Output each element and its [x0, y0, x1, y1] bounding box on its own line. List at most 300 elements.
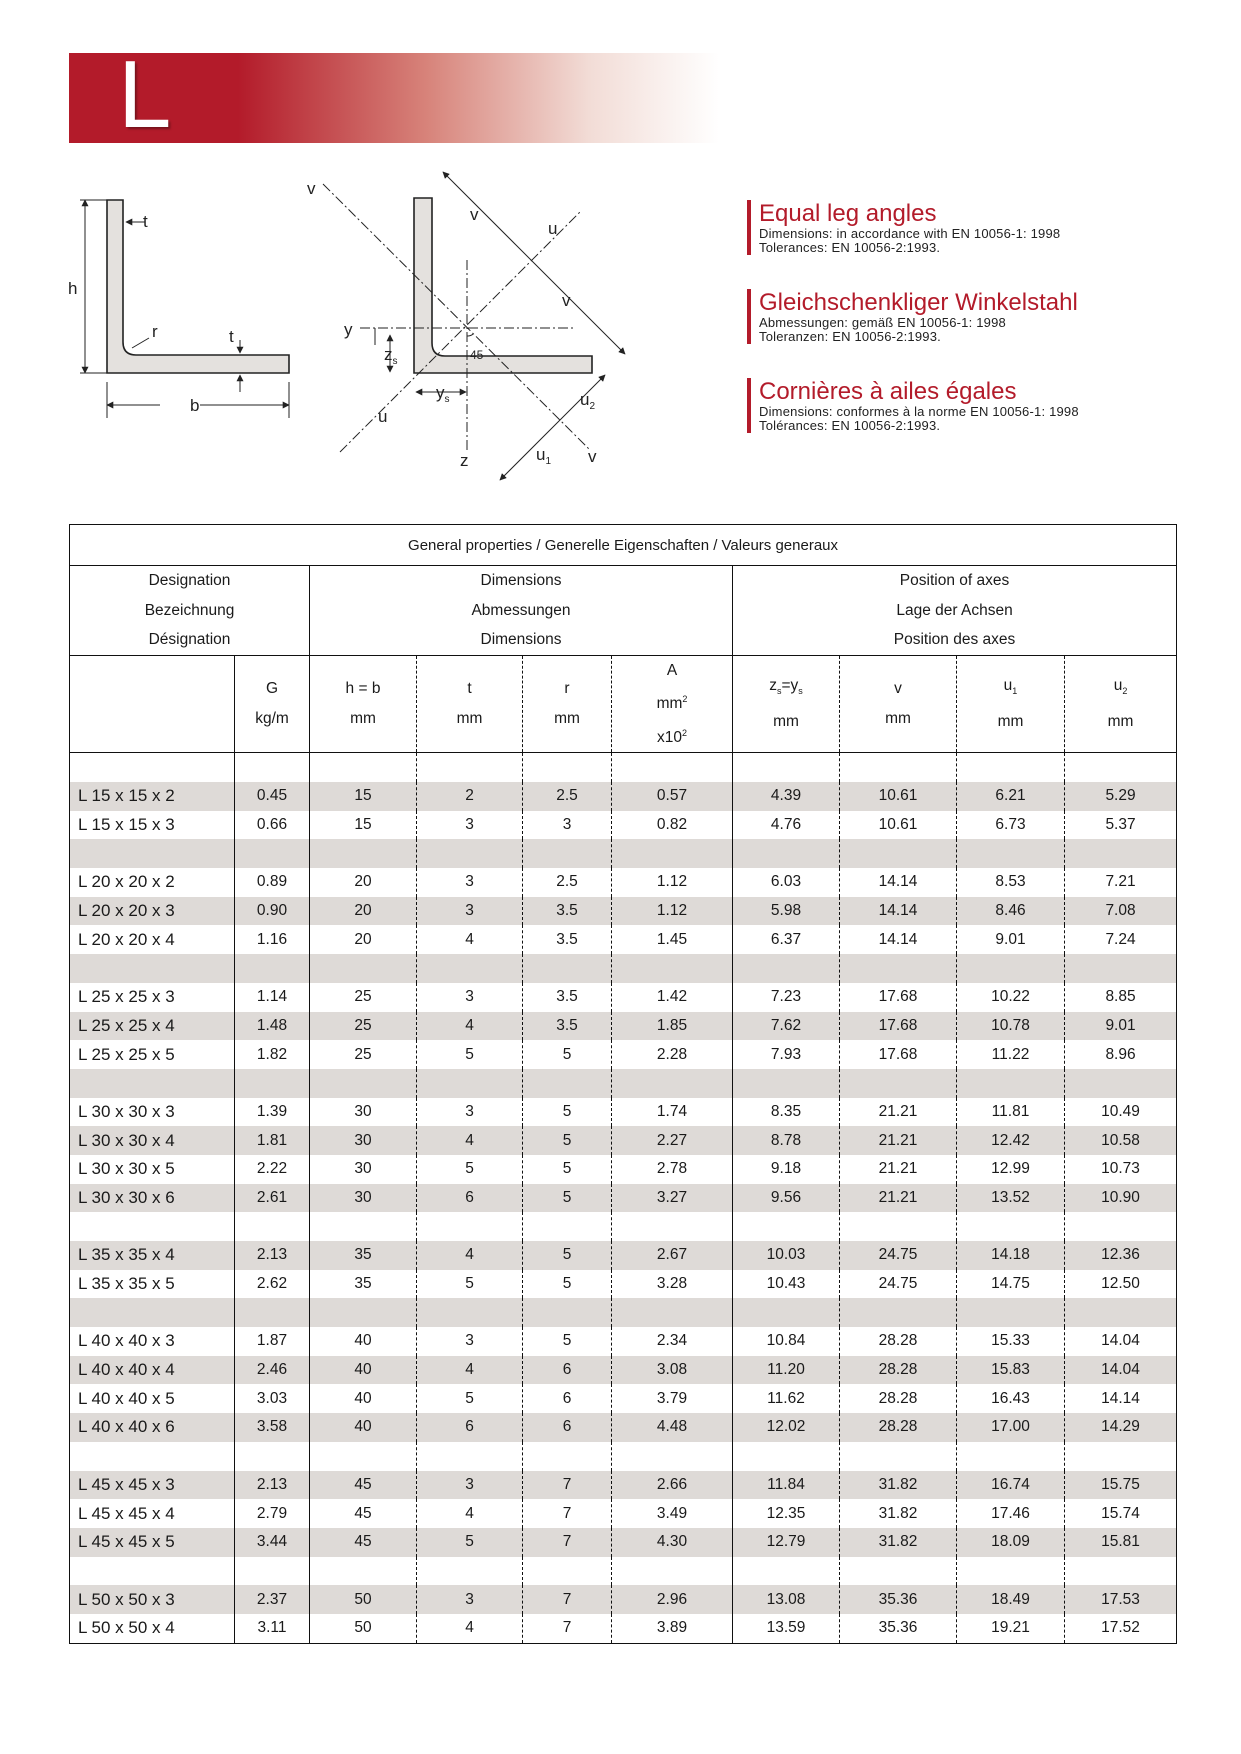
value-cell: 31.82: [840, 1499, 957, 1528]
value-cell: 14.29: [1065, 1413, 1177, 1442]
spacer-row: [70, 1298, 1177, 1327]
value-cell: 5: [417, 1270, 523, 1299]
value-cell: 14.04: [1065, 1356, 1177, 1385]
value-cell: 3: [417, 983, 523, 1012]
value-cell: 40: [310, 1356, 417, 1385]
value-cell: 50: [310, 1614, 417, 1643]
value-cell: 9.56: [733, 1184, 840, 1213]
value-cell: 35.36: [840, 1585, 957, 1614]
value-cell: 40: [310, 1384, 417, 1413]
value-cell: 4.48: [612, 1413, 733, 1442]
value-cell: 28.28: [840, 1327, 957, 1356]
col-header-v: v mm: [840, 655, 957, 753]
value-cell: 35: [310, 1241, 417, 1270]
value-cell: 2.34: [612, 1327, 733, 1356]
value-cell: 14.14: [840, 897, 957, 926]
angle-diagram: [60, 160, 660, 505]
value-cell: 6.21: [957, 782, 1065, 811]
value-cell: 0.90: [235, 897, 310, 926]
dimensions-french: Dimensions: conformes à la norme EN 10056-1: 1998: [759, 404, 1079, 419]
value-cell: 1.39: [235, 1098, 310, 1127]
value-cell: 5: [523, 1327, 612, 1356]
value-cell: 9.18: [733, 1155, 840, 1184]
title-block-english: [747, 200, 1207, 255]
value-cell: 14.18: [957, 1241, 1065, 1270]
value-cell: 0.82: [612, 811, 733, 840]
value-cell: 10.22: [957, 983, 1065, 1012]
value-cell: 3.03: [235, 1384, 310, 1413]
designation-cell: L 25 x 25 x 3: [70, 983, 235, 1012]
value-cell: 7.08: [1065, 897, 1177, 926]
value-cell: 1.12: [612, 868, 733, 897]
value-cell: 15: [310, 782, 417, 811]
value-cell: 12.35: [733, 1499, 840, 1528]
value-cell: 25: [310, 1012, 417, 1041]
label-angle: 45: [470, 348, 484, 362]
table-row: [70, 1241, 1177, 1270]
value-cell: 11.62: [733, 1384, 840, 1413]
dimensions-english: Dimensions: in accordance with EN 10056-1: 1998: [759, 226, 1061, 241]
value-cell: 14.75: [957, 1270, 1065, 1299]
value-cell: 2.67: [612, 1241, 733, 1270]
value-cell: 1.48: [235, 1012, 310, 1041]
value-cell: 7: [523, 1471, 612, 1500]
value-cell: 4.30: [612, 1528, 733, 1557]
designation-cell: L 35 x 35 x 4: [70, 1241, 235, 1270]
value-cell: 18.09: [957, 1528, 1065, 1557]
table-row: [70, 1184, 1177, 1213]
value-cell: 17.46: [957, 1499, 1065, 1528]
table-row: [70, 1356, 1177, 1385]
group-designation: Designation Bezeichnung Désignation: [70, 566, 310, 656]
value-cell: 40: [310, 1327, 417, 1356]
spacer-row: [70, 1069, 1177, 1098]
value-cell: 7: [523, 1585, 612, 1614]
value-cell: 3.5: [523, 1012, 612, 1041]
value-cell: 7.21: [1065, 868, 1177, 897]
value-cell: 3.11: [235, 1614, 310, 1643]
value-cell: 7.93: [733, 1040, 840, 1069]
designation-cell: L 15 x 15 x 2: [70, 782, 235, 811]
value-cell: 24.75: [840, 1270, 957, 1299]
value-cell: 3.58: [235, 1413, 310, 1442]
value-cell: 4: [417, 1241, 523, 1270]
heading-english: Equal leg angles: [759, 200, 937, 227]
value-cell: 7.62: [733, 1012, 840, 1041]
designation-cell: L 35 x 35 x 5: [70, 1270, 235, 1299]
value-cell: 0.45: [235, 782, 310, 811]
value-cell: 3: [417, 811, 523, 840]
value-cell: 1.42: [612, 983, 733, 1012]
designation-cell: L 20 x 20 x 3: [70, 897, 235, 926]
value-cell: 11.20: [733, 1356, 840, 1385]
col-header-u1: $u_1$ mm: [957, 655, 1065, 753]
spacer-row: [70, 1212, 1177, 1241]
value-cell: 13.59: [733, 1614, 840, 1643]
table-row: [70, 1040, 1177, 1069]
value-cell: 9.01: [1065, 1012, 1177, 1041]
table-row: [70, 1012, 1177, 1041]
value-cell: 18.49: [957, 1585, 1065, 1614]
designation-cell: L 50 x 50 x 3: [70, 1585, 235, 1614]
value-cell: 10.43: [733, 1270, 840, 1299]
designation-cell: L 45 x 45 x 4: [70, 1499, 235, 1528]
value-cell: 3: [417, 868, 523, 897]
value-cell: 5: [417, 1155, 523, 1184]
value-cell: 12.42: [957, 1126, 1065, 1155]
value-cell: 21.21: [840, 1126, 957, 1155]
value-cell: 3.49: [612, 1499, 733, 1528]
spacer-row: [70, 753, 1177, 782]
designation-cell: L 50 x 50 x 4: [70, 1614, 235, 1643]
value-cell: 1.81: [235, 1126, 310, 1155]
table-row: [70, 1471, 1177, 1500]
spacer-row: [70, 1557, 1177, 1586]
value-cell: 8.46: [957, 897, 1065, 926]
designation-cell: L 20 x 20 x 4: [70, 925, 235, 954]
title-block-french: [747, 378, 1207, 433]
value-cell: 2.28: [612, 1040, 733, 1069]
value-cell: 20: [310, 868, 417, 897]
value-cell: 16.43: [957, 1384, 1065, 1413]
table-row: [70, 1585, 1177, 1614]
value-cell: 12.36: [1065, 1241, 1177, 1270]
value-cell: 3: [417, 1471, 523, 1500]
value-cell: 2.79: [235, 1499, 310, 1528]
value-cell: 10.58: [1065, 1126, 1177, 1155]
value-cell: 2.61: [235, 1184, 310, 1213]
value-cell: 30: [310, 1155, 417, 1184]
value-cell: 21.21: [840, 1098, 957, 1127]
value-cell: 1.12: [612, 897, 733, 926]
value-cell: 6: [417, 1413, 523, 1442]
value-cell: 20: [310, 897, 417, 926]
value-cell: 16.74: [957, 1471, 1065, 1500]
value-cell: 8.35: [733, 1098, 840, 1127]
value-cell: 15: [310, 811, 417, 840]
value-cell: 6.73: [957, 811, 1065, 840]
label-u-topright: u: [548, 219, 558, 238]
label-v-top: v: [470, 205, 479, 224]
value-cell: 14.14: [840, 925, 957, 954]
label-zs: $z_s$: [384, 345, 398, 367]
value-cell: 17.68: [840, 1012, 957, 1041]
value-cell: 1.87: [235, 1327, 310, 1356]
value-cell: 3: [417, 897, 523, 926]
designation-cell: L 25 x 25 x 5: [70, 1040, 235, 1069]
tolerances-french: Tolérances: EN 10056-2:1993.: [759, 418, 941, 433]
value-cell: 1.16: [235, 925, 310, 954]
value-cell: 12.50: [1065, 1270, 1177, 1299]
value-cell: 7: [523, 1528, 612, 1557]
value-cell: 3.27: [612, 1184, 733, 1213]
value-cell: 3.89: [612, 1614, 733, 1643]
value-cell: 2.96: [612, 1585, 733, 1614]
value-cell: 2.5: [523, 782, 612, 811]
value-cell: 5: [417, 1384, 523, 1413]
value-cell: 2.66: [612, 1471, 733, 1500]
heading-french: Cornières à ailes égales: [759, 378, 1017, 405]
spacer-row: [70, 954, 1177, 983]
value-cell: 21.21: [840, 1155, 957, 1184]
value-cell: 0.66: [235, 811, 310, 840]
value-cell: 4: [417, 1614, 523, 1643]
value-cell: 3: [417, 1327, 523, 1356]
value-cell: 0.57: [612, 782, 733, 811]
value-cell: 2.13: [235, 1471, 310, 1500]
table-row: [70, 868, 1177, 897]
value-cell: 35.36: [840, 1614, 957, 1643]
value-cell: 2.62: [235, 1270, 310, 1299]
table-row: [70, 1528, 1177, 1557]
value-cell: 15.83: [957, 1356, 1065, 1385]
designation-cell: L 40 x 40 x 3: [70, 1327, 235, 1356]
value-cell: 1.14: [235, 983, 310, 1012]
value-cell: 0.89: [235, 868, 310, 897]
value-cell: 12.99: [957, 1155, 1065, 1184]
value-cell: 12.02: [733, 1413, 840, 1442]
value-cell: 25: [310, 1040, 417, 1069]
value-cell: 5: [523, 1040, 612, 1069]
table-row: [70, 1614, 1177, 1643]
value-cell: 4.39: [733, 782, 840, 811]
table-row: [70, 782, 1177, 811]
value-cell: 3: [417, 1098, 523, 1127]
tolerances-english: Tolerances: EN 10056-2:1993.: [759, 240, 941, 255]
value-cell: 7.23: [733, 983, 840, 1012]
value-cell: 2.22: [235, 1155, 310, 1184]
col-header-designation: [70, 655, 235, 753]
table-row: [70, 1270, 1177, 1299]
value-cell: 10.73: [1065, 1155, 1177, 1184]
value-cell: 10.61: [840, 811, 957, 840]
value-cell: 5: [523, 1155, 612, 1184]
value-cell: 12.79: [733, 1528, 840, 1557]
value-cell: 4: [417, 925, 523, 954]
value-cell: 2: [417, 782, 523, 811]
title-block-german: [747, 289, 1207, 344]
designation-cell: L 15 x 15 x 3: [70, 811, 235, 840]
value-cell: 17.53: [1065, 1585, 1177, 1614]
table-row: [70, 1499, 1177, 1528]
designation-cell: L 30 x 30 x 5: [70, 1155, 235, 1184]
value-cell: 10.61: [840, 782, 957, 811]
dimensions-german: Abmessungen: gemäß EN 10056-1: 1998: [759, 315, 1006, 330]
banner-letter: L: [118, 41, 172, 148]
value-cell: 1.74: [612, 1098, 733, 1127]
col-header-A: A $mm^2$ $x10^2$: [612, 655, 733, 753]
value-cell: 10.03: [733, 1241, 840, 1270]
table-row: [70, 1155, 1177, 1184]
value-cell: 24.75: [840, 1241, 957, 1270]
table-row: [70, 1413, 1177, 1442]
value-cell: 17.00: [957, 1413, 1065, 1442]
heading-german: Gleichschenkliger Winkelstahl: [759, 289, 1078, 316]
designation-cell: L 40 x 40 x 6: [70, 1413, 235, 1442]
value-cell: 40: [310, 1413, 417, 1442]
designation-cell: L 45 x 45 x 5: [70, 1528, 235, 1557]
value-cell: 15.81: [1065, 1528, 1177, 1557]
label-z: z: [460, 451, 469, 470]
value-cell: 5: [523, 1184, 612, 1213]
col-header-r: r mm: [523, 655, 612, 753]
value-cell: 3.5: [523, 983, 612, 1012]
value-cell: 13.08: [733, 1585, 840, 1614]
value-cell: 8.53: [957, 868, 1065, 897]
tolerances-german: Toleranzen: EN 10056-2:1993.: [759, 329, 941, 344]
designation-cell: L 30 x 30 x 6: [70, 1184, 235, 1213]
group-dimensions: Dimensions Abmessungen Dimensions: [310, 566, 733, 656]
value-cell: 30: [310, 1098, 417, 1127]
label-v-topleft: v: [307, 179, 316, 198]
value-cell: 31.82: [840, 1528, 957, 1557]
value-cell: 45: [310, 1471, 417, 1500]
col-header-u2: $u_2$ mm: [1065, 655, 1177, 753]
table-row: [70, 897, 1177, 926]
value-cell: 5: [523, 1126, 612, 1155]
designation-cell: L 40 x 40 x 5: [70, 1384, 235, 1413]
value-cell: 30: [310, 1184, 417, 1213]
value-cell: 10.49: [1065, 1098, 1177, 1127]
label-ys: $y_s$: [436, 383, 450, 405]
table-row: [70, 1327, 1177, 1356]
designation-cell: L 25 x 25 x 4: [70, 1012, 235, 1041]
label-y: y: [344, 320, 353, 339]
value-cell: 15.74: [1065, 1499, 1177, 1528]
value-cell: 6: [523, 1384, 612, 1413]
value-cell: 6: [523, 1413, 612, 1442]
value-cell: 3.44: [235, 1528, 310, 1557]
value-cell: 7: [523, 1614, 612, 1643]
title-blocks: [747, 200, 1207, 467]
value-cell: 3.79: [612, 1384, 733, 1413]
value-cell: 10.84: [733, 1327, 840, 1356]
value-cell: 10.90: [1065, 1184, 1177, 1213]
value-cell: 14.14: [840, 868, 957, 897]
value-cell: 3.28: [612, 1270, 733, 1299]
value-cell: 7.24: [1065, 925, 1177, 954]
label-u-bottomleft: u: [378, 407, 388, 426]
value-cell: 2.37: [235, 1585, 310, 1614]
value-cell: 3.08: [612, 1356, 733, 1385]
value-cell: 17.68: [840, 1040, 957, 1069]
value-cell: 30: [310, 1126, 417, 1155]
value-cell: 5.98: [733, 897, 840, 926]
value-cell: 2.27: [612, 1126, 733, 1155]
value-cell: 4: [417, 1356, 523, 1385]
value-cell: 7: [523, 1499, 612, 1528]
value-cell: 2.5: [523, 868, 612, 897]
value-cell: 45: [310, 1528, 417, 1557]
value-cell: 4: [417, 1126, 523, 1155]
value-cell: 11.84: [733, 1471, 840, 1500]
value-cell: 21.21: [840, 1184, 957, 1213]
value-cell: 4: [417, 1012, 523, 1041]
designation-cell: L 40 x 40 x 4: [70, 1356, 235, 1385]
value-cell: 5: [523, 1270, 612, 1299]
value-cell: 19.21: [957, 1614, 1065, 1643]
value-cell: 5: [417, 1040, 523, 1069]
value-cell: 1.82: [235, 1040, 310, 1069]
spacer-row: [70, 839, 1177, 868]
value-cell: 28.28: [840, 1384, 957, 1413]
value-cell: 6: [417, 1184, 523, 1213]
value-cell: 8.85: [1065, 983, 1177, 1012]
table-row: [70, 983, 1177, 1012]
value-cell: 11.22: [957, 1040, 1065, 1069]
value-cell: 14.04: [1065, 1327, 1177, 1356]
value-cell: 5: [417, 1528, 523, 1557]
value-cell: 6.37: [733, 925, 840, 954]
value-cell: 11.81: [957, 1098, 1065, 1127]
value-cell: 28.28: [840, 1413, 957, 1442]
value-cell: 5: [523, 1098, 612, 1127]
value-cell: 15.75: [1065, 1471, 1177, 1500]
value-cell: 28.28: [840, 1356, 957, 1385]
value-cell: 5: [523, 1241, 612, 1270]
label-b: b: [190, 396, 200, 415]
col-header-hb: h = b mm: [310, 655, 417, 753]
value-cell: 3: [523, 811, 612, 840]
col-header-t: t mm: [417, 655, 523, 753]
value-cell: 4.76: [733, 811, 840, 840]
table-row: [70, 1384, 1177, 1413]
table-row: [70, 1126, 1177, 1155]
spacer-row: [70, 1442, 1177, 1471]
value-cell: 45: [310, 1499, 417, 1528]
value-cell: 10.78: [957, 1012, 1065, 1041]
value-cell: 17.68: [840, 983, 957, 1012]
designation-cell: L 45 x 45 x 3: [70, 1471, 235, 1500]
col-header-G: G kg/m: [235, 655, 310, 753]
table-title: General properties / Generelle Eigenschaften / Valeurs generaux: [70, 525, 1177, 566]
label-r: r: [152, 322, 158, 341]
label-t-side: t: [229, 327, 234, 346]
value-cell: 4: [417, 1499, 523, 1528]
value-cell: 3: [417, 1585, 523, 1614]
value-cell: 2.46: [235, 1356, 310, 1385]
value-cell: 35: [310, 1270, 417, 1299]
label-h: h: [68, 279, 78, 298]
value-cell: 31.82: [840, 1471, 957, 1500]
value-cell: 13.52: [957, 1184, 1065, 1213]
label-u2: $u_2$: [580, 390, 596, 412]
label-u1: $u_1$: [536, 445, 552, 467]
value-cell: 5.29: [1065, 782, 1177, 811]
label-t-top: t: [143, 212, 148, 231]
table-row: [70, 1098, 1177, 1127]
designation-cell: L 30 x 30 x 4: [70, 1126, 235, 1155]
value-cell: 25: [310, 983, 417, 1012]
group-axes: Position of axes Lage der Achsen Position des axes: [733, 566, 1177, 656]
designation-cell: L 20 x 20 x 2: [70, 868, 235, 897]
designation-cell: L 30 x 30 x 3: [70, 1098, 235, 1127]
value-cell: 2.78: [612, 1155, 733, 1184]
value-cell: 15.33: [957, 1327, 1065, 1356]
value-cell: 1.45: [612, 925, 733, 954]
value-cell: 3.5: [523, 897, 612, 926]
value-cell: 17.52: [1065, 1614, 1177, 1643]
value-cell: 6.03: [733, 868, 840, 897]
value-cell: 50: [310, 1585, 417, 1614]
value-cell: 6: [523, 1356, 612, 1385]
label-v-bottomright: v: [588, 447, 597, 466]
table-row: [70, 925, 1177, 954]
label-v-right: v: [562, 291, 571, 310]
value-cell: 5.37: [1065, 811, 1177, 840]
col-header-zs-ys: $z_s=y_s$ mm: [733, 655, 840, 753]
value-cell: 3.5: [523, 925, 612, 954]
